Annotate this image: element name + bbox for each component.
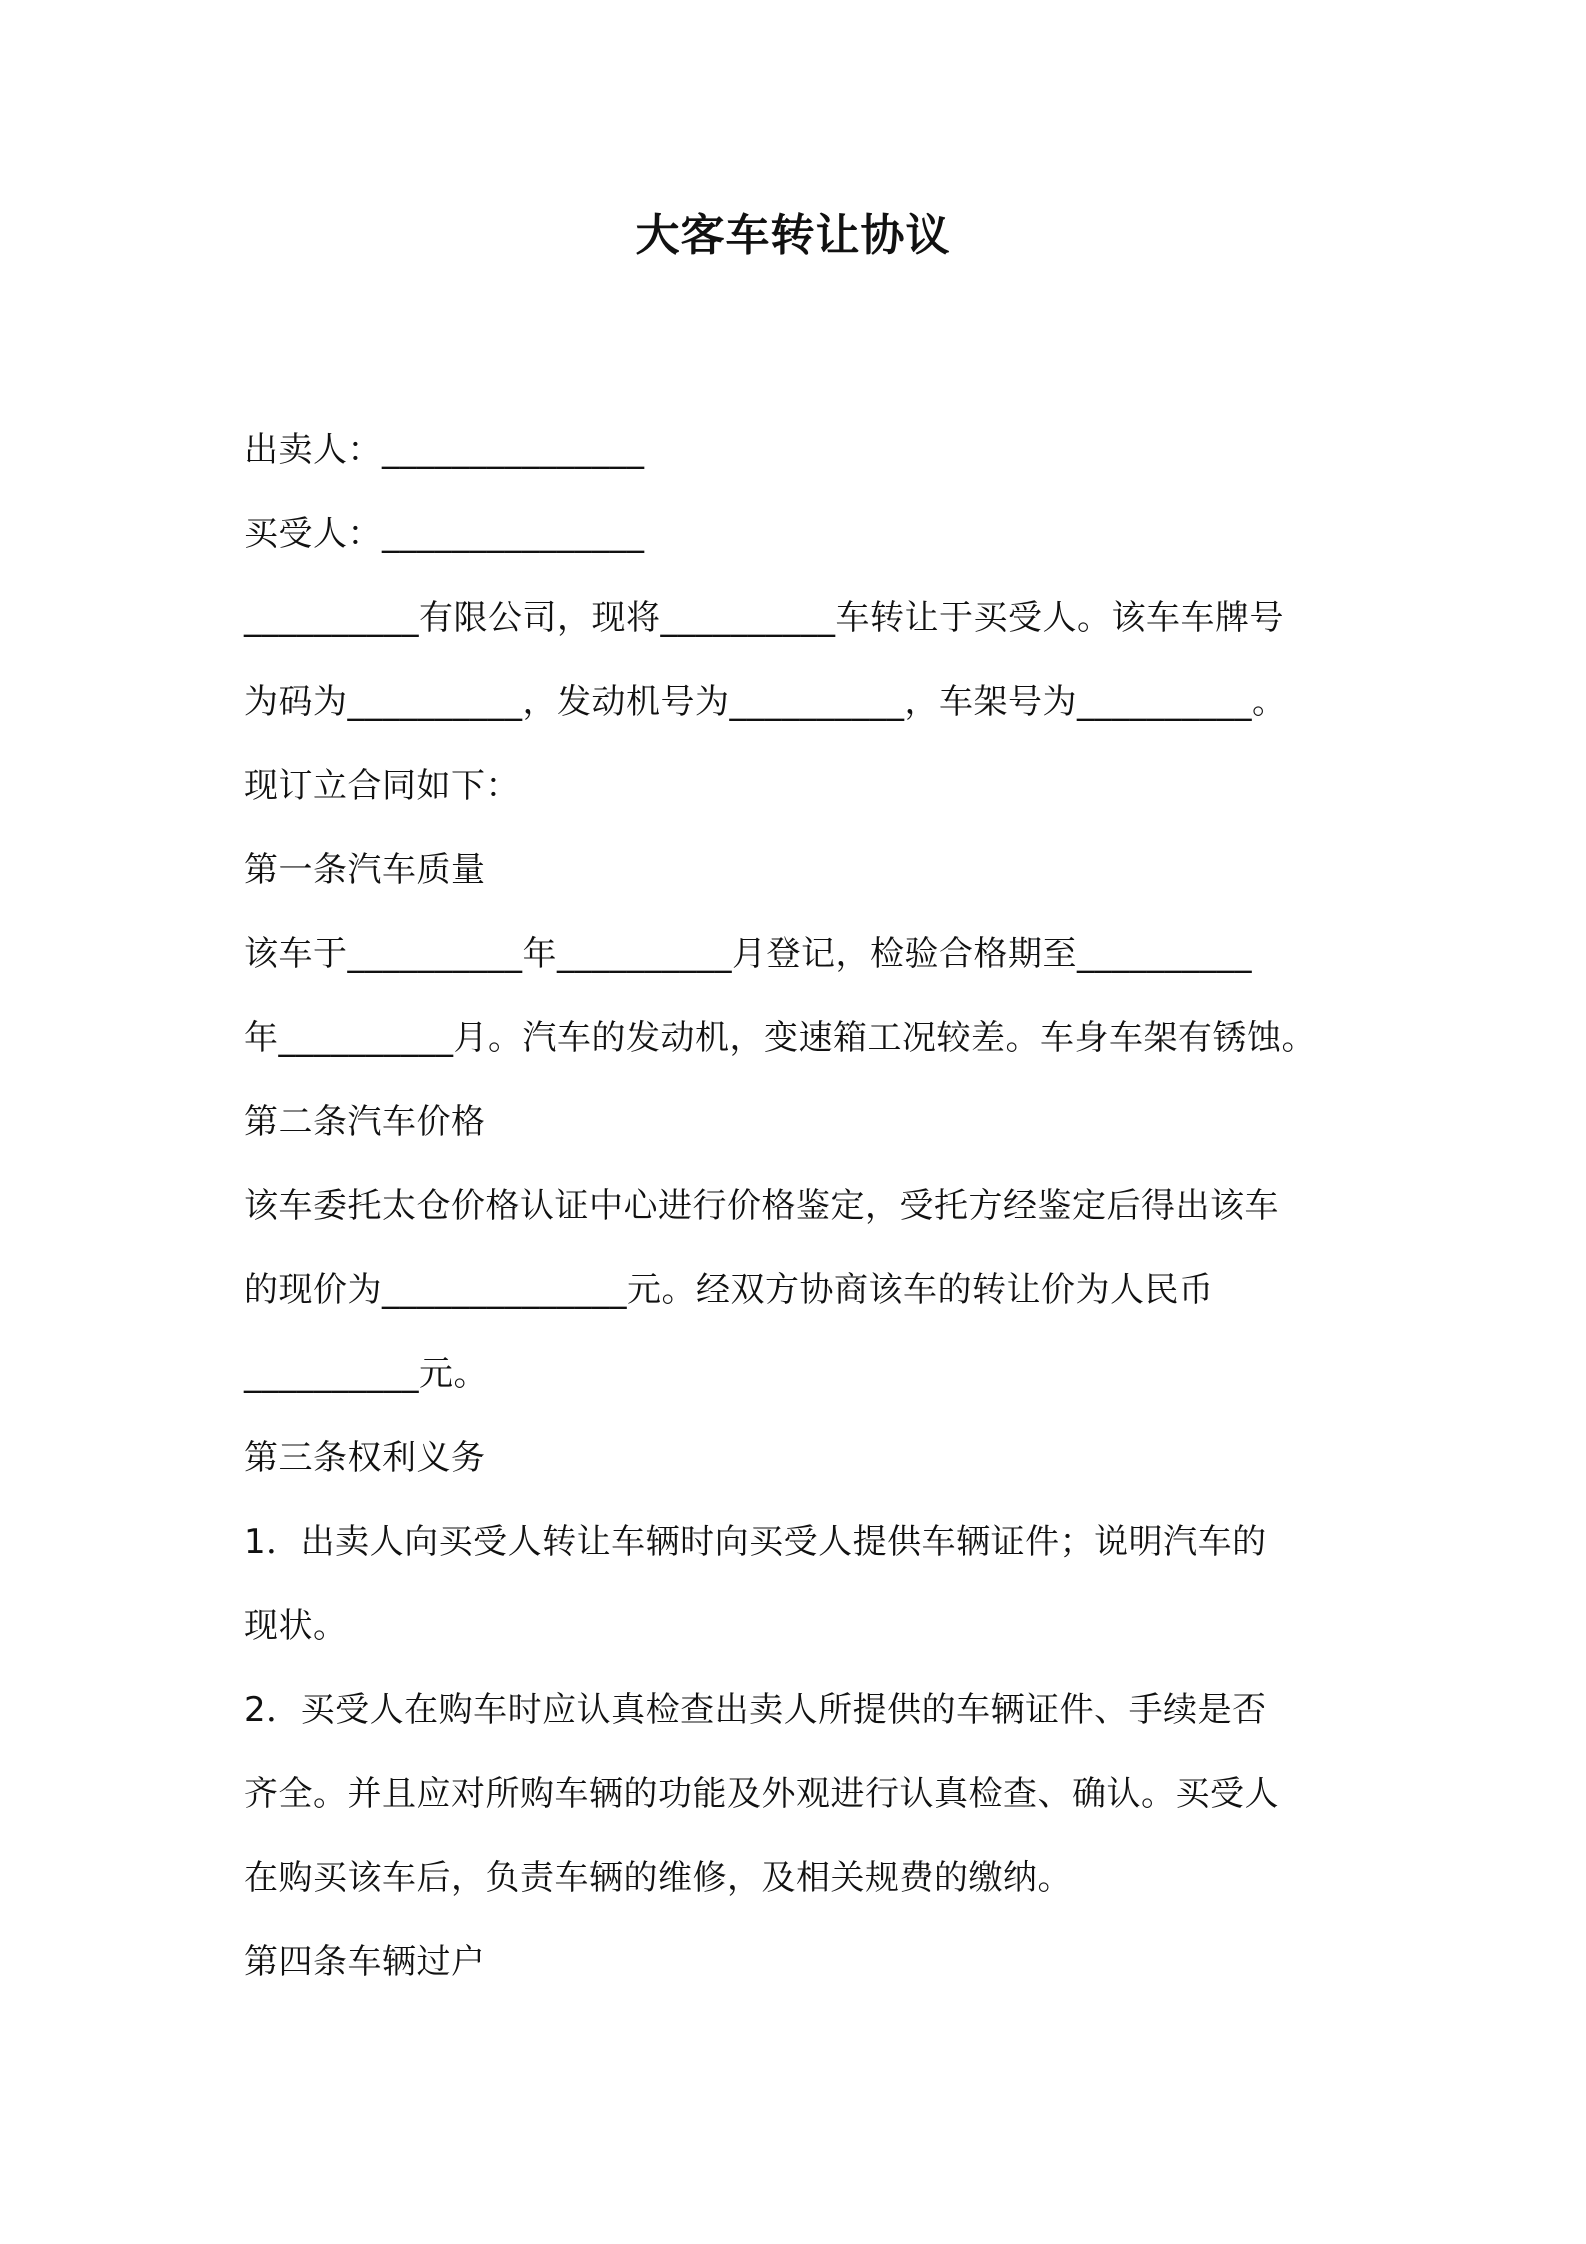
article-3-item-2-line-1: 2．买受人在购车时应认真检查出卖人所提供的车辆证件、手续是否 <box>244 1690 1267 1730</box>
article-1-line-2: 年__________月。汽车的发动机，变速箱工况较差。车身车架有锈蚀。 <box>244 1018 1316 1058</box>
buyer-line: 买受人：_______________ <box>244 514 645 554</box>
article-3-item-1-line-2: 现状。 <box>244 1606 348 1646</box>
article-4-heading: 第四条车辆过户 <box>244 1942 486 1982</box>
article-3-item-1-line-1: 1．出卖人向买受人转让车辆时向买受人提供车辆证件；说明汽车的 <box>244 1522 1267 1562</box>
article-3-item-2-line-3: 在购买该车后，负责车辆的维修，及相关规费的缴纳。 <box>244 1858 1072 1898</box>
article-1-heading: 第一条汽车质量 <box>244 850 486 890</box>
article-2-line-2: 的现价为______________元。经双方协商该车的转让价为人民币 <box>244 1270 1214 1310</box>
document-title: 大客车转让协议 <box>635 210 951 261</box>
article-3-item-2-line-2: 齐全。并且应对所购车辆的功能及外观进行认真检查、确认。买受人 <box>244 1774 1279 1814</box>
contract-intro: 现订立合同如下： <box>244 766 520 806</box>
document-body <box>244 408 1364 2004</box>
article-1-line-1: 该车于__________年__________月登记，检验合格期至__________ <box>244 934 1252 974</box>
article-2-line-3: __________元。 <box>244 1354 488 1394</box>
intro-line-2: 为码为__________，发动机号为__________，车架号为__________。 <box>244 682 1287 722</box>
seller-line: 出卖人：_______________ <box>244 430 645 470</box>
article-2-heading: 第二条汽车价格 <box>244 1102 486 1142</box>
article-2-line-1: 该车委托太仓价格认证中心进行价格鉴定，受托方经鉴定后得出该车 <box>244 1186 1279 1226</box>
article-3-heading: 第三条权利义务 <box>244 1438 486 1478</box>
intro-line-1: __________有限公司，现将__________车转让于买受人。该车车牌号 <box>244 598 1284 638</box>
